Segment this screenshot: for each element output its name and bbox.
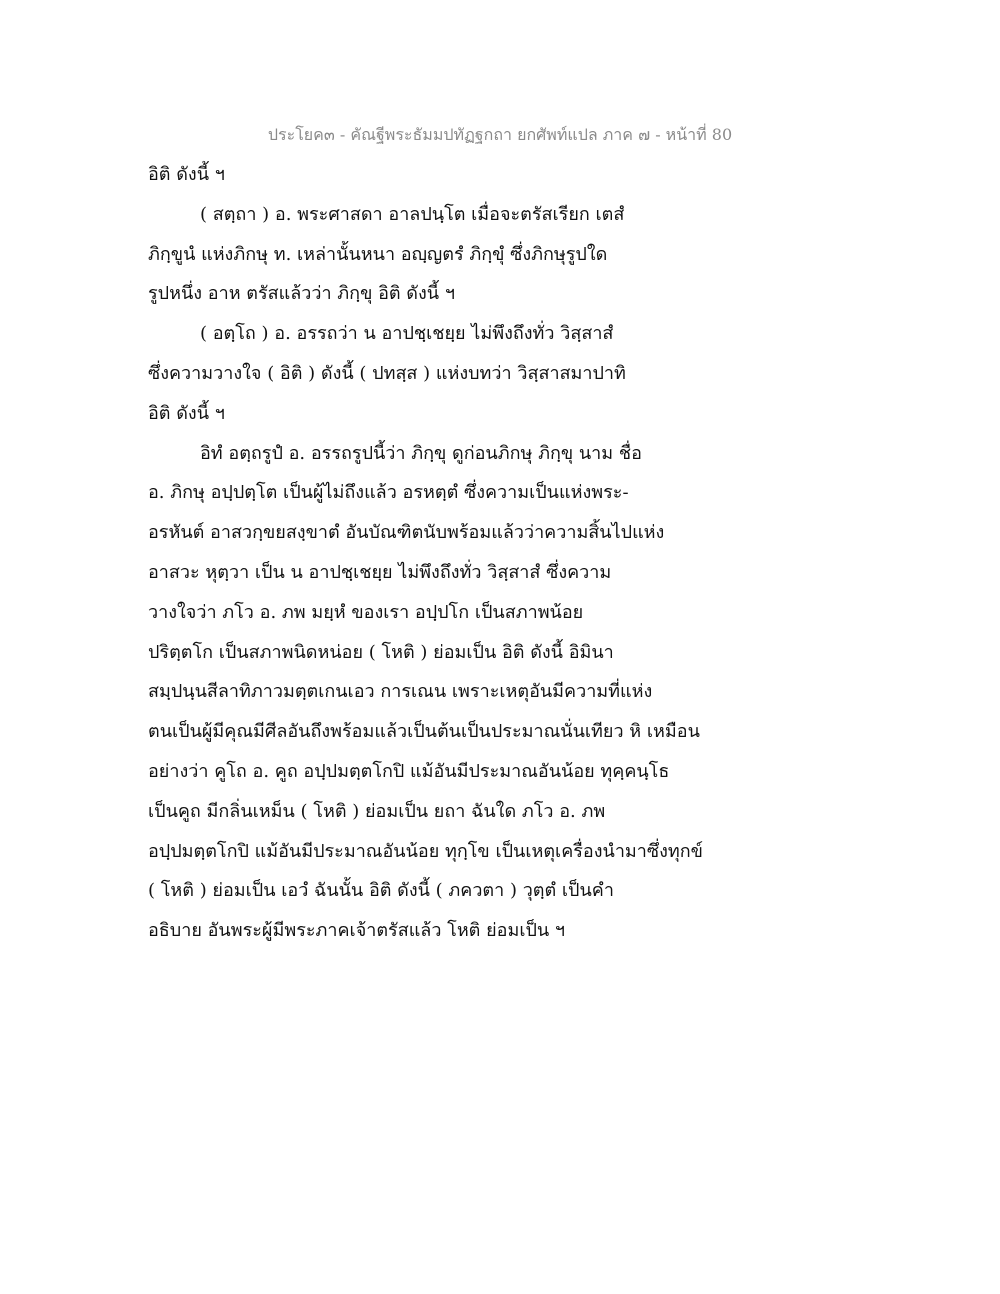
text-line: ซึ่งความวางใจ ( อิติ ) ดังนี้ ( ปทสฺส ) แห่งบทว่า วิสฺสาสมาปาทิ — [148, 362, 626, 384]
running-header: ประโยค๓ - คัณฐีพระธัมมปทัฏฐกถา ยกศัพท์แปล ภาค ๗ - หน้าที่ 80 — [267, 125, 733, 144]
text-line: อปฺปมตฺตโกปิ แม้อันมีประมาณอันน้อย ทุกฺโข เป็นเหตุเครื่องนำมาซึ่งทุกข์ — [148, 840, 703, 862]
text-line: อ. ภิกษุ อปฺปตฺโต เป็นผู้ไม่ถึงแล้ว อรหตฺตํ ซึ่งความเป็นแห่งพระ- — [148, 482, 629, 504]
body-text — [148, 155, 788, 951]
text-line: เป็นคูถ มีกลิ่นเหม็น ( โหติ ) ย่อมเป็น ยถา ฉันใด ภโว อ. ภพ — [148, 800, 606, 822]
text-line: อย่างว่า คูโถ อ. คูถ อปฺปมตฺตโกปิ แม้อันมีประมาณอันน้อย ทุคฺคนฺโธ — [148, 760, 670, 782]
text-line: วางใจว่า ภโว อ. ภพ มยฺหํ ของเรา อปฺปโก เป็นสภาพน้อย — [148, 601, 584, 623]
text-line: ตนเป็นผู้มีคุณมีศีลอันถึงพร้อมแล้วเป็นต้นเป็นประมาณนั่นเทียว หิ เหมือน — [148, 721, 700, 743]
text-line: สมฺปนฺนสีลาทิภาวมตฺตเกนเอว การเณน เพราะเหตุอันมีความที่แห่ง — [148, 681, 653, 703]
text-line: รูปหนึ่ง อาห ตรัสแล้วว่า ภิกฺขุ อิติ ดังนี้ ฯ — [148, 283, 455, 305]
text-line: ( สตฺถา ) อ. พระศาสดา อาลปนฺโต เมื่อจะตรัสเรียก เตสํ — [200, 203, 625, 225]
text-line: อธิบาย อันพระผู้มีพระภาคเจ้าตรัสแล้ว โหติ ย่อมเป็น ฯ — [148, 920, 566, 942]
text-line: ( อตฺโถ ) อ. อรรถว่า น อาปชฺเชยฺย ไม่พึงถึงทั่ว วิสฺสาสํ — [200, 323, 614, 345]
text-line: อิทํ อตฺถรูปํ อ. อรรถรูปนี้ว่า ภิกฺขุ ดูก่อนภิกษุ ภิกฺขุ นาม ชื่อ — [200, 442, 642, 464]
text-line: อิติ ดังนี้ ฯ — [148, 402, 225, 424]
text-line: อาสวะ หุตฺวา เป็น น อาปชฺเชยฺย ไม่พึงถึงทั่ว วิสฺสาสํ ซึ่งความ — [148, 561, 612, 583]
text-line: อิติ ดังนี้ ฯ — [148, 164, 225, 185]
text-line: ปริตฺตโก เป็นสภาพนิดหน่อย ( โหติ ) ย่อมเป็น อิติ ดังนี้ อิมินา — [148, 641, 614, 663]
text-line: อรหันต์ อาสวกฺขยสงฺขาตํ อันบัณฑิตนับพร้อมแล้วว่าความสิ้นไปแห่ง — [148, 522, 665, 544]
text-line: ภิกฺขูนํ แห่งภิกษุ ท. เหล่านั้นหนา อญฺญตรํ ภิกฺขุํ ซึ่งภิกษุรูปใด — [148, 243, 608, 265]
text-line: ( โหติ ) ย่อมเป็น เอวํ ฉันนั้น อิติ ดังนี้ ( ภควตา ) วุตฺตํ เป็นคำ — [148, 880, 614, 902]
